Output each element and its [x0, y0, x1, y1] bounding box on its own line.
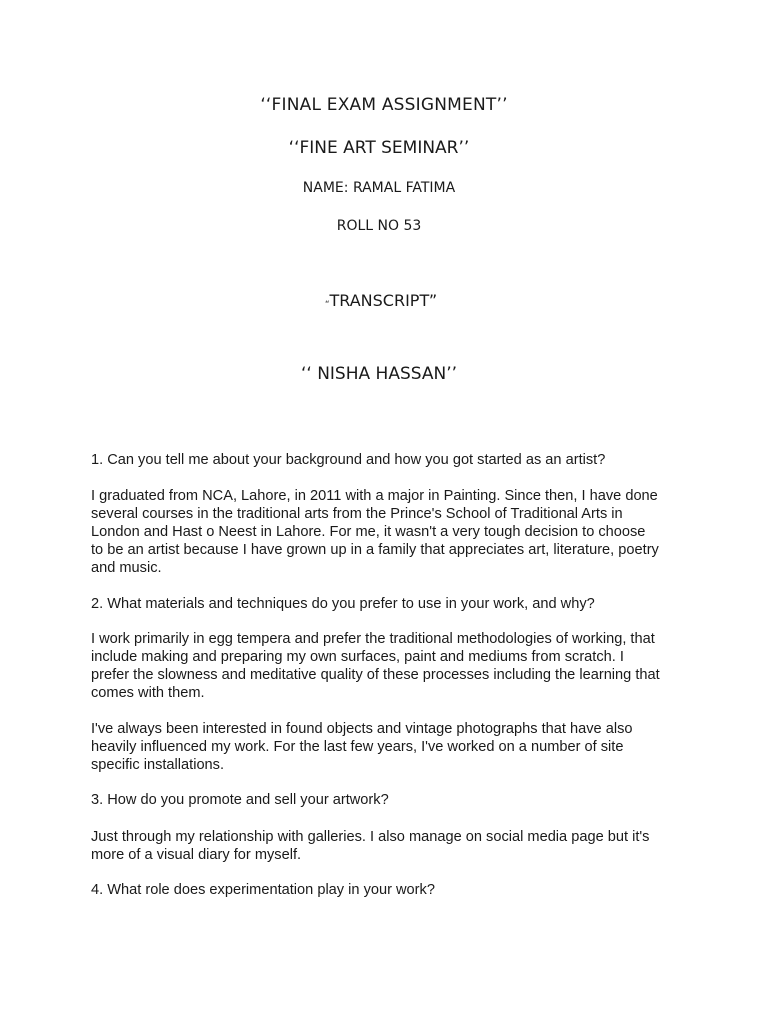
answer-1 [91, 487, 691, 577]
answer-2-continued-line: I've always been interested in found objects and vintage photographs that have also [91, 721, 633, 737]
answer-3-line: more of a visual diary for myself. [91, 847, 302, 863]
question-4: 4. What role does experimentation play in your work? [91, 882, 435, 898]
seminar-title: ‘‘FINE ART SEMINAR’’ [288, 138, 470, 158]
assignment-title: ‘‘FINAL EXAM ASSIGNMENT’’ [260, 95, 508, 115]
answer-2-continued [91, 720, 691, 774]
answer-1-line: and music. [91, 560, 162, 576]
question-3: 3. How do you promote and sell your artwork? [91, 792, 389, 808]
question-2: 2. What materials and techniques do you prefer to use in your work, and why? [91, 596, 595, 612]
answer-2-line: include making and preparing my own surfaces, paint and mediums from scratch. I [91, 649, 624, 665]
answer-2 [91, 630, 691, 702]
answer-3-line: Just through my relationship with galleries. I also manage on social media page but it's [91, 829, 650, 845]
answer-2-line: I work primarily in egg tempera and prefer the traditional methodologies of working, that [91, 631, 655, 647]
answer-1-line: several courses in the traditional arts from the Prince's School of Traditional Arts in [91, 506, 623, 522]
transcript-open-quote: “ [324, 300, 330, 310]
answer-2-continued-line: heavily influenced my work. For the last few years, I've worked on a number of site [91, 739, 624, 755]
answer-2-continued-line: specific installations. [91, 757, 225, 773]
interviewee-name: ‘‘ NISHA HASSAN’’ [300, 364, 457, 384]
answer-3 [91, 828, 691, 864]
transcript-heading [0, 291, 765, 310]
roll-number: ROLL NO 53 [336, 218, 422, 234]
question-1: 1. Can you tell me about your background and how you got started as an artist? [91, 452, 606, 468]
answer-1-line: I graduated from NCA, Lahore, in 2011 with a major in Painting. Since then, I have done [91, 488, 658, 504]
answer-1-line: London and Hast o Neest in Lahore. For me, it wasn't a very tough decision to choose [91, 524, 646, 540]
transcript-heading-text: TRANSCRIPT” [329, 291, 438, 310]
answer-2-line: comes with them. [91, 685, 205, 701]
answer-2-line: prefer the slowness and meditative quality of these processes including the learning that [91, 667, 660, 683]
student-name: NAME: RAMAL FATIMA [302, 180, 456, 196]
answer-1-line: to be an artist because I have grown up in a family that appreciates art, literature, poetry [91, 542, 659, 558]
